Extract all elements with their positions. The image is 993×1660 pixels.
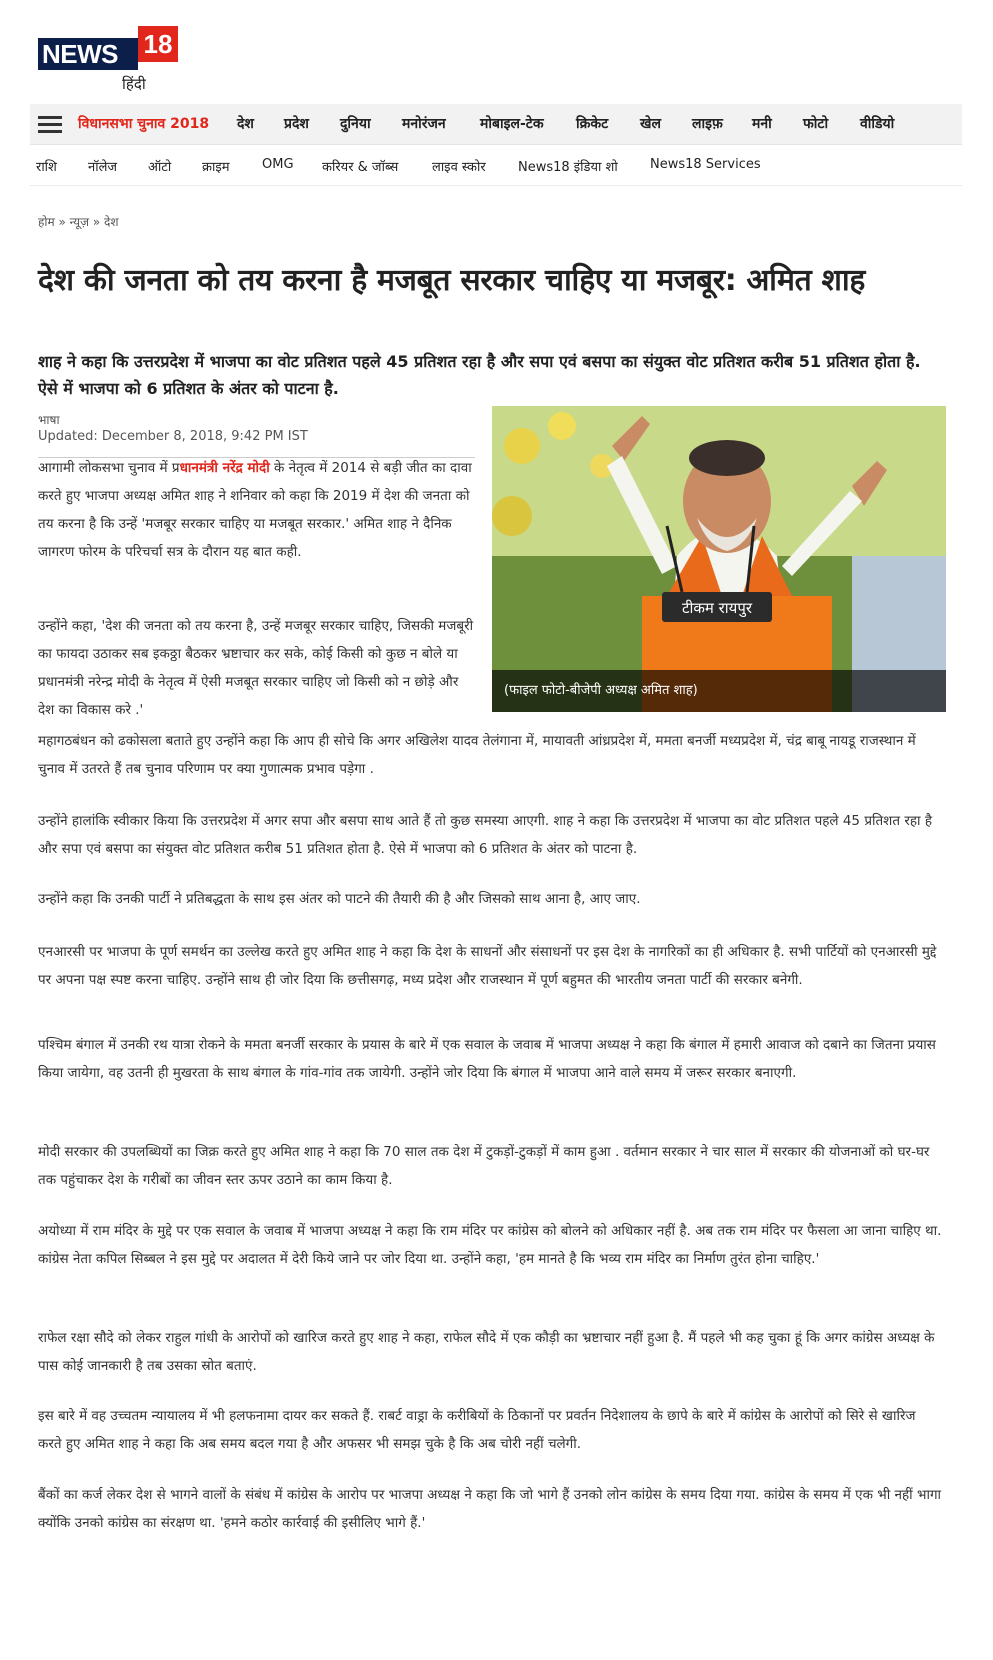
hamburger-menu-icon[interactable] xyxy=(38,116,62,132)
article-paragraph-11: इस बारे में वह उच्चतम न्यायालय में भी हलफनामा दायर कर सकते हैं. राबर्ट वाड्रा के करीबियों के ठिकानों पर प्रवर्तन निदेशालय के छापे के बारे में कांग्रेस के आरोपों को सिरे से खारिज करते हुए अमित शाह ने कहा कि अब समय बदल गया है और अफसर भी समझ चुके है कि अब चोरी नहीं चलेगी. xyxy=(38,1408,916,1452)
article-paragraph-3: महागठबंधन को ढकोसला बताते हुए उन्होंने कहा कि आप ही सोचे कि अगर अखिलेश यादव तेलंगाना में, मायावती आंध्रप्रदेश में, ममता बनर्जी मध्यप्रदेश में, चंद्र बाबू नायडू राजस्थान में चुनाव में उतरते हैं तब चुनाव परिणाम पर क्या गुणात्मक प्रभाव पड़ेगा . xyxy=(38,733,916,777)
breadcrumb[interactable]: होम » न्यूज़ » देश xyxy=(38,215,119,229)
nav-item-money[interactable]: मनी xyxy=(752,116,772,132)
article-paragraph-8: मोदी सरकार की उपलब्धियों का जिक्र करते हुए अमित शाह ने कहा कि 70 साल तक देश में टुकड़ों-टुकड़ों में काम हुआ . वर्तमान सरकार ने चार साल में सरकार की योजनाओं को घर-घर तक पहुंचाकर देश के गरीबों का जीवन स्तर ऊपर उठाने का काम किया है. xyxy=(38,1144,930,1188)
article-paragraph-9: अयोध्या में राम मंदिर के मुद्दे पर एक सवाल के जवाब में भाजपा अध्यक्ष ने कहा कि राम मंदिर पर कांग्रेस को बोलने को अधिकार नहीं है. अब तक राम मंदिर पर फैसला आ जाना चाहिए था. कांग्रेस नेता कपिल सिब्बल ने इस मुद्दे पर अदालत में देरी किये जाने पर जोर दिया था. उन्होंने कहा, 'हम मानते है कि भव्य राम मंदिर का निर्माण तुरंत होना चाहिए.' xyxy=(38,1223,942,1267)
nav2-item-rashi[interactable]: राशि xyxy=(36,160,57,175)
article-paragraph-5: उन्होंने कहा कि उनकी पार्टी ने प्रतिबद्धता के साथ इस अंतर को पाटने की तैयारी की है और जिसको साथ आना है, आए जाए. xyxy=(38,891,641,907)
nav-item-desh[interactable]: देश xyxy=(237,116,254,132)
nav-item-mobile-tech[interactable]: मोबाइल-टेक xyxy=(480,116,544,132)
nav-item-photo[interactable]: फोटो xyxy=(803,116,829,132)
logo-subtitle: हिंदी xyxy=(122,75,146,93)
nav-item-video[interactable]: वीडियो xyxy=(860,116,895,132)
article-updated: Updated: December 8, 2018, 9:42 PM IST xyxy=(38,429,308,444)
nav-item-cricket[interactable]: क्रिकेट xyxy=(576,116,609,132)
nav-item-manoranjan[interactable]: मनोरंजन xyxy=(402,116,446,132)
news18-logo[interactable] xyxy=(38,26,178,96)
article-title: देश की जनता को तय करना है मजबूत सरकार चाहिए या मजबूर: अमित शाह xyxy=(38,263,866,298)
nav2-item-crime[interactable]: क्राइम xyxy=(202,160,230,175)
nav-item-duniya[interactable]: दुनिया xyxy=(340,116,371,132)
nav-item-elections[interactable]: विधानसभा चुनाव 2018 xyxy=(78,116,210,132)
primary-nav xyxy=(30,104,962,145)
logo-number: 18 xyxy=(138,26,178,62)
logo-wordmark: NEWS xyxy=(38,38,138,70)
p1-text-after: के नेतृत्व में 2014 से बड़ी जीत का दावा करते हुए भाजपा अध्यक्ष अमित शाह ने शनिवार को कहा कि 2019 में देश की जनता को तय करना है कि उन्हें 'मजबूर सरकार चाहिए या मजबूत सरकार.' अमित शाह ने दैनिक जागरण फोरम के परिचर्चा सत्र के दौरान यह बात कही. xyxy=(38,460,472,560)
podium-text: टीकम रायपुर xyxy=(681,599,753,617)
nav-item-khel[interactable]: खेल xyxy=(640,116,661,132)
nav2-item-services[interactable]: News18 Services xyxy=(650,157,761,172)
article-paragraph-2: उन्होंने कहा, 'देश की जनता को तय करना है, उन्हें मजबूर सरकार चाहिए, जिसकी मजबूरी का फायदा उठाकर सब इकठ्ठा बैठकर भ्रष्टाचार कर सके, कोई किसी को कुछ न बोले या प्रधानमंत्री नरेन्द्र मोदी के नेतृत्व में ऐसी मजबूत सरकार चाहिए जो किसी को न छोड़े और देश का विकास करे .' xyxy=(38,618,474,718)
article-paragraph-1 xyxy=(38,454,478,566)
article-paragraph-4: उन्होंने हालांकि स्वीकार किया कि उत्तरप्रदेश में अगर सपा और बसपा साथ आते हैं तो कुछ समस्या आएगी. शाह ने कहा कि उत्तरप्रदेश में भाजपा का वोट प्रतिशत पहले 45 प्रतिशत रहा है और सपा एवं बसपा का संयुक्त वोट प्रतिशत करीब 51 प्रतिशत होता है. ऐसे में भाजपा को 6 प्रतिशत के अंतर को पाटना है. xyxy=(38,813,932,857)
nav2-item-auto[interactable]: ऑटो xyxy=(148,160,172,175)
photo-caption: (फाइल फोटो-बीजेपी अध्यक्ष अमित शाह) xyxy=(492,670,946,712)
article-summary: शाह ने कहा कि उत्तरप्रदेश में भाजपा का वोट प्रतिशत पहले 45 प्रतिशत रहा है और सपा एवं बसपा का संयुक्त वोट प्रतिशत करीब 51 प्रतिशत होता है. ऐसे में भाजपा को 6 प्रतिशत के अंतर को पाटना है. xyxy=(38,352,921,398)
nav-item-pradesh[interactable]: प्रदेश xyxy=(284,116,309,132)
nav2-item-knowledge[interactable]: नॉलेज xyxy=(88,160,118,175)
secondary-nav xyxy=(30,147,962,186)
article-paragraph-6: एनआरसी पर भाजपा के पूर्ण समर्थन का उल्लेख करते हुए अमित शाह ने कहा कि देश के साधनों और संसाधनों पर इस देश के नागरिकों का ही अधिकार है. सभी पार्टियों को एनआरसी मुद्दे पर अपना पक्ष स्पष्ट करना चाहिए. उन्होंने साथ ही जोर दिया कि छत्तीसगढ़, मध्य प्रदेश और राजस्थान में पूर्ण बहुमत की भारतीय जनता पार्टी की सरकार बनेगी. xyxy=(38,944,937,988)
article-source: भाषा xyxy=(38,413,60,427)
nav2-item-omg[interactable]: OMG xyxy=(262,157,294,172)
article-paragraph-7: पश्चिम बंगाल में उनकी रथ यात्रा रोकने के ममता बनर्जी सरकार के प्रयास के बारे में एक सवाल के जवाब में भाजपा अध्यक्ष ने कहा कि बंगाल में हमारी आवाज को दबाने का जितना प्रयास किया जायेगा, वह उतनी ही मुखरता के साथ बंगाल के गांव-गांव तक जायेगी. उन्होंने जोर दिया कि बंगाल में भाजपा आने वाले समय में जरूर सरकार बनाएगी. xyxy=(38,1037,936,1081)
article-paragraph-10: राफेल रक्षा सौदे को लेकर राहुल गांधी के आरोपों को खारिज करते हुए शाह ने कहा, राफेल सौदे में एक कौड़ी का भ्रष्टाचार नहीं हुआ है. मैं पहले भी कह चुका हूं कि अगर कांग्रेस अध्यक्ष के पास कोई जानकारी है तब उसका स्रोत बताएं. xyxy=(38,1330,935,1374)
pm-modi-link[interactable]: धानमंत्री नरेंद्र मोदी xyxy=(179,460,270,476)
nav2-item-live-score[interactable]: लाइव स्कोर xyxy=(432,160,486,175)
nav2-item-career-jobs[interactable]: करियर & जॉब्स xyxy=(322,160,399,175)
nav2-item-india-show[interactable]: News18 इंडिया शो xyxy=(518,160,618,175)
nav-item-life[interactable]: लाइफ़ xyxy=(692,116,723,132)
article-photo[interactable] xyxy=(492,406,946,712)
p1-text-before: आगामी लोकसभा चुनाव में प्र xyxy=(38,460,180,476)
photo-illustration xyxy=(492,406,946,712)
article-paragraph-12: बैंकों का कर्ज लेकर देश से भागने वालों के संबंध में कांग्रेस के आरोप पर भाजपा अध्यक्ष ने कहा कि जो भागे हैं उनको लोन कांग्रेस के समय दिया गया. कांग्रेस के समय में एक भी नहीं भागा क्योंकि उनको कांग्रेस का संरक्षण था. 'हमने कठोर कार्रवाई की इसीलिए भागे हैं.' xyxy=(38,1487,942,1531)
